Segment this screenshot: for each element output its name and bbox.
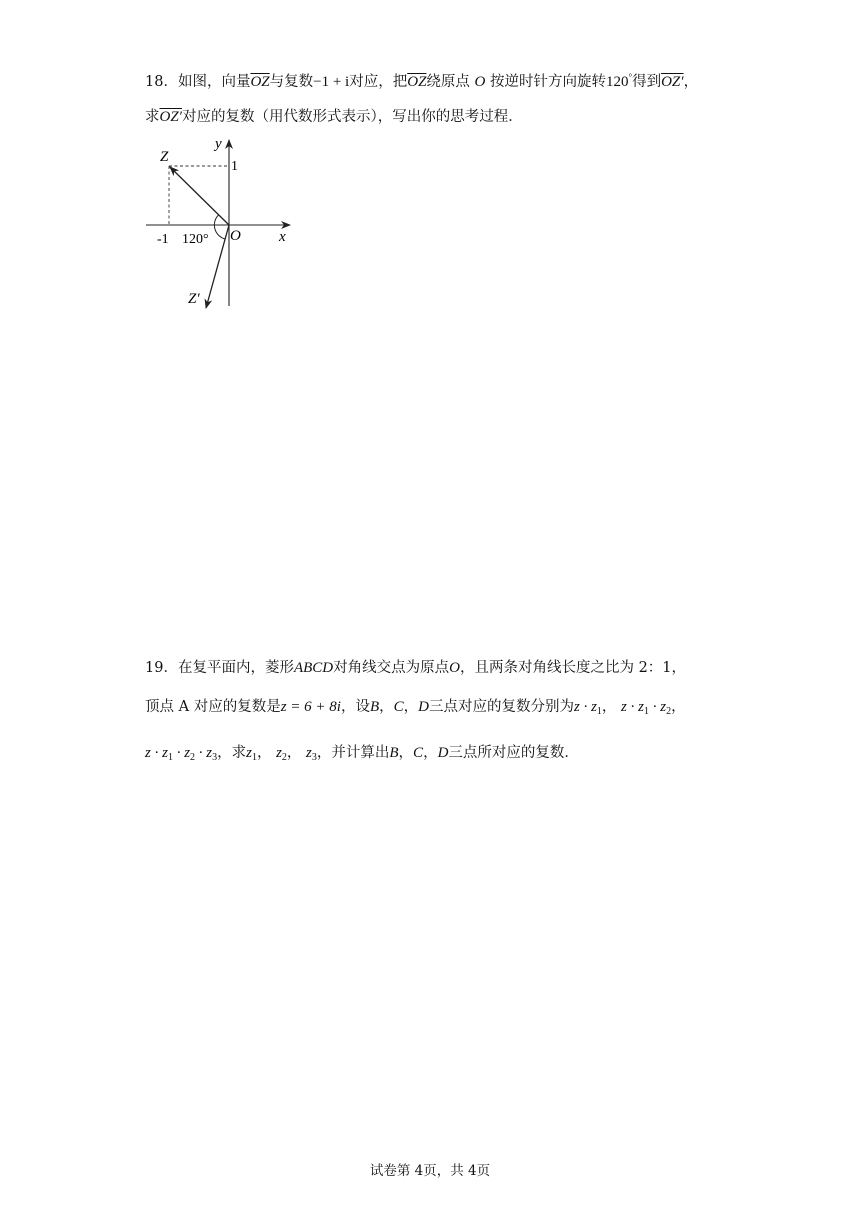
vector-oz-prime-arrow — [206, 225, 229, 308]
vector-oz-prime: OZ′ — [159, 109, 182, 125]
complex-number: −1 + i — [313, 74, 350, 90]
label-neg-one: -1 — [157, 232, 169, 247]
vector-oz: $\overline{OZ}$ — [407, 74, 427, 90]
angle-arc — [214, 215, 225, 239]
page-footer: 试卷第 4页，共 4页 — [369, 1163, 491, 1179]
rotation-angle: 120° — [605, 72, 633, 90]
q18-line-1: 18．如图，向量$\overline{OZ}$与复数−1 + i对应，把$\overline{OZ}$绕原点 O 按逆时针方向旋转120°得到OZ′， — [145, 72, 699, 90]
z-equation: z = 6 + 8i — [280, 699, 341, 715]
label-z: Z — [160, 149, 169, 165]
label-one: 1 — [231, 159, 238, 174]
expr-z-z1-z2: $z \cdot z_1 \cdot z_2$ — [621, 699, 672, 717]
label-origin: O — [230, 228, 241, 244]
q19-number: 19． — [145, 660, 178, 676]
vector-oz: $\overline{OZ}$ — [250, 74, 270, 90]
q19-line-3: $z \cdot z_1 \cdot z_2 \cdot z_3$，求$z_1$， $z_2$， $z_3$，并计算出B，C，D三点所对应的复数． — [145, 745, 579, 763]
vector-oz-prime: OZ′ — [661, 74, 684, 90]
label-z-prime: Z′ — [188, 291, 200, 307]
vector-oz-arrow — [170, 167, 229, 225]
expr-z-z1-z2-z3: $z \cdot z_1 \cdot z_2 \cdot z_3$ — [145, 745, 218, 763]
q18-number: 18． — [145, 74, 178, 90]
label-y: y — [215, 136, 222, 152]
label-x: x — [279, 229, 286, 245]
q18-line-2: 求OZ′对应的复数（用代数形式表示），写出你的思考过程． — [145, 109, 523, 125]
label-angle: 120° — [182, 232, 209, 247]
q19-line-2: 顶点 A 对应的复数是z = 6 + 8i，设B，C，D三点对应的复数分别为$z \cdot z_1$， $z \cdot z_1 \cdot z_2$， — [145, 699, 686, 717]
complex-plane-figure — [138, 130, 308, 315]
expr-z-z1: $z \cdot z_1$ — [573, 699, 602, 717]
q19-line-1: 19．在复平面内，菱形ABCD对角线交点为原点O，且两条对角线长度之比为 2：1， — [145, 660, 687, 676]
